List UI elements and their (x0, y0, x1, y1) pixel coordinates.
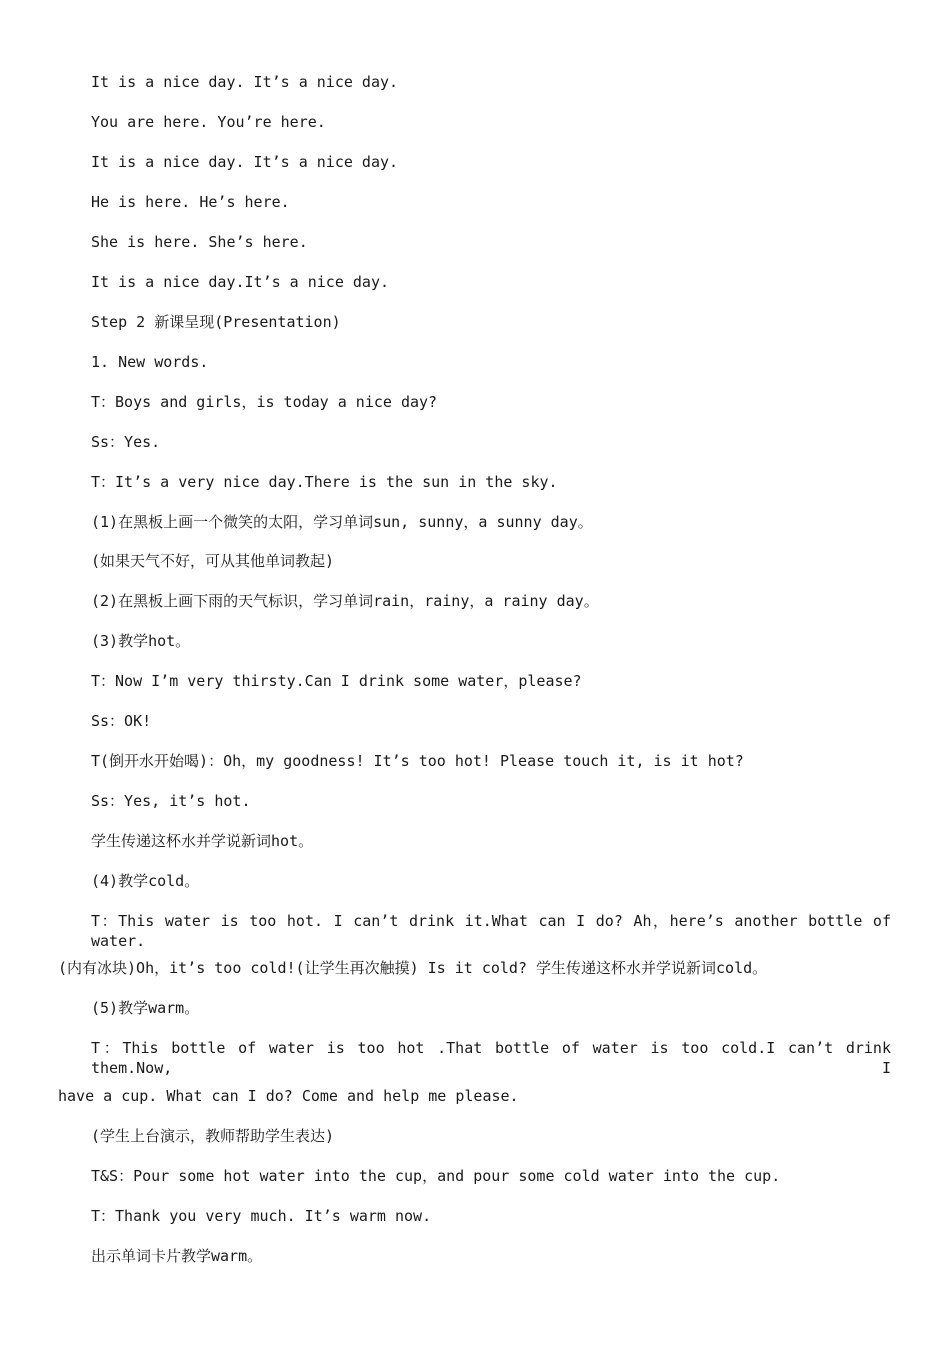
text-line: (1)在黑板上画一个微笑的太阳，学习单词sun, sunny，a sunny day。 (91, 513, 593, 531)
text-line: It is a nice day. It’s a nice day. (91, 153, 399, 171)
text-line: 学生传递这杯水并学说新词hot。 (91, 832, 314, 850)
text-line: (内有冰块)Oh，it’s too cold!(让学生再次触摸) Is it cold? 学生传递这杯水并学说新词cold。 (58, 959, 768, 977)
text-line: Ss：Yes, it’s hot. (91, 792, 251, 810)
text-line: T(倒开水开始喝)：Oh，my goodness! It’s too hot! Please touch it, is it hot? (91, 752, 744, 770)
text-line: He is here. He’s here. (91, 193, 290, 211)
section-heading: Step 2 新课呈现(Presentation) (91, 313, 341, 331)
text-line: Ss：OK! (91, 712, 152, 730)
text-line: (4)教学cold。 (91, 872, 200, 890)
text-line: (2)在黑板上画下雨的天气标识，学习单词rain，rainy，a rainy day。 (91, 592, 599, 610)
text-line: 出示单词卡片教学warm。 (91, 1247, 263, 1265)
text-line: T：It’s a very nice day.There is the sun in the sky. (91, 473, 558, 491)
text-line: (如果天气不好，可从其他单词教起) (91, 552, 335, 570)
text-line: (3)教学hot。 (91, 632, 191, 650)
text-line: You are here. You’re here. (91, 113, 326, 131)
text-line: T：Boys and girls，is today a nice day? (91, 393, 438, 411)
text-line: T：This bottle of water is too hot .That bottle of water is too cold.I can’t drink them.Now, I (91, 1039, 891, 1077)
text-line: T：Now I’m very thirsty.Can I drink some water，please? (91, 672, 582, 690)
text-line: It is a nice day. It’s a nice day. (91, 73, 399, 91)
text-line: T&S：Pour some hot water into the cup，and pour some cold water into the cup. (91, 1167, 781, 1185)
text-line: T：This water is too hot. I can’t drink it.What can I do? Ah，here’s another bottle of water. (91, 912, 891, 950)
text-line: T：Thank you very much. It’s warm now. (91, 1207, 432, 1225)
text-line: It is a nice day.It’s a nice day. (91, 273, 390, 291)
text-line: have a cup. What can I do? Come and help me please. (58, 1087, 519, 1105)
text-line: (5)教学warm。 (91, 999, 200, 1017)
text-line: (学生上台演示，教师帮助学生表达) (91, 1127, 335, 1145)
text-line: Ss：Yes. (91, 433, 161, 451)
text-line: She is here. She’s here. (91, 233, 308, 251)
text-line: 1. New words. (91, 353, 209, 371)
